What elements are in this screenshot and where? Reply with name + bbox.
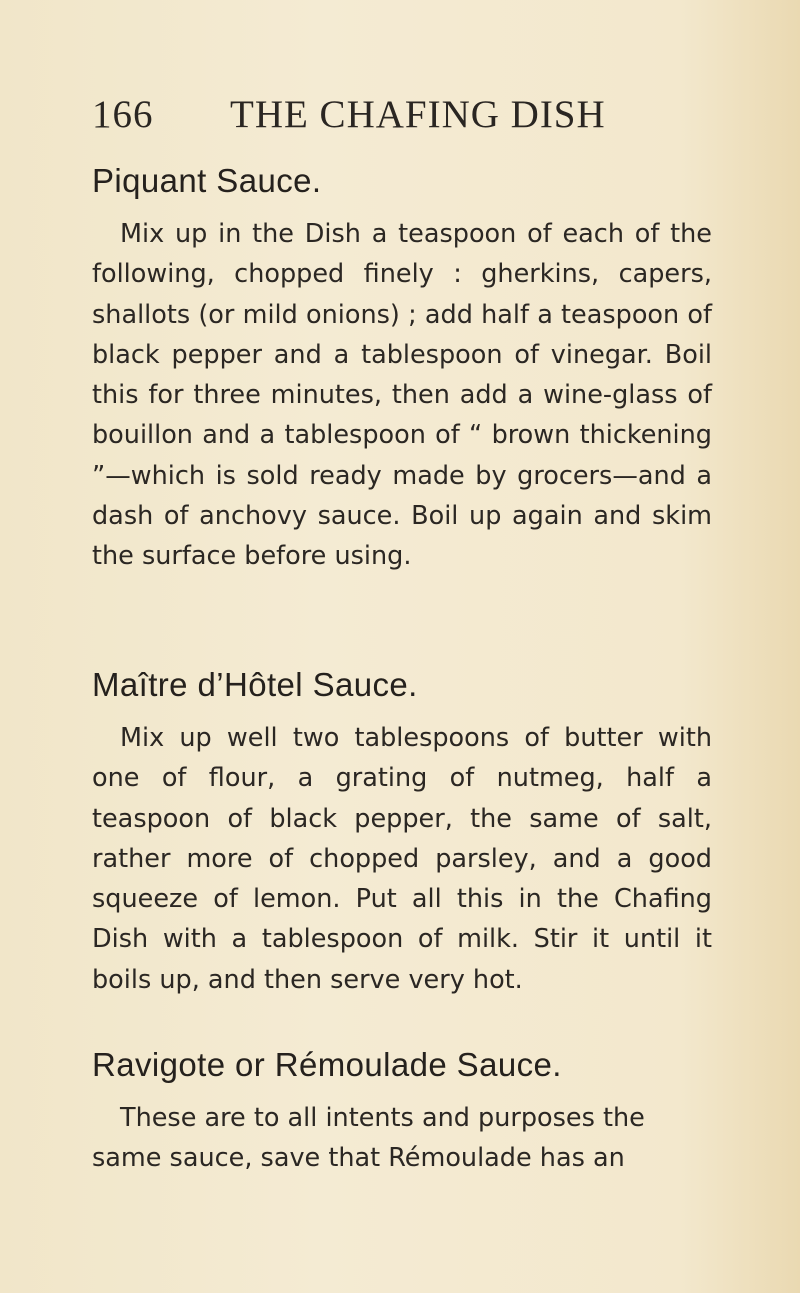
page-number: 166 (92, 93, 154, 136)
section-heading: Ravigote or Rémoulade Sauce. (92, 1046, 562, 1083)
section-heading: Piquant Sauce. (92, 162, 322, 199)
section-maitre-d-hotel-sauce (92, 666, 712, 1000)
running-title: THE CHAFING DISH (230, 93, 606, 136)
section-body: These are to all intents and purposes the same sauce, save that Rémoulade has an (92, 1103, 645, 1174)
running-head (92, 92, 722, 137)
section-body: Mix up in the Dish a teaspoon of each of the following, chopped finely : gherkins, capers, shallots (or mild onions) ; add half a teaspoon of black pepper and a tablespoon of vinegar. Boil this for three minutes, then add a wine-glass of bouillon and a tablespoon of “ brown thickening ”—which is sold ready made by grocers—and a dash of anchovy sauce. Boil up again and skim the surface before using. (92, 219, 712, 572)
section-body: Mix up well two tablespoons of butter with one of flour, a grating of nutmeg, half a teaspoon of black pepper, the same of salt, rather more of chopped parsley, and a good squeeze of lemon. Put all this in the Chafing Dish with a tablespoon of milk. Stir it until it boils up, and then serve very hot. (92, 723, 712, 995)
section-piquant-sauce (92, 162, 712, 577)
section-heading: Maître d’Hôtel Sauce. (92, 666, 418, 703)
section-ravigote-remoulade-sauce (92, 1046, 712, 1179)
